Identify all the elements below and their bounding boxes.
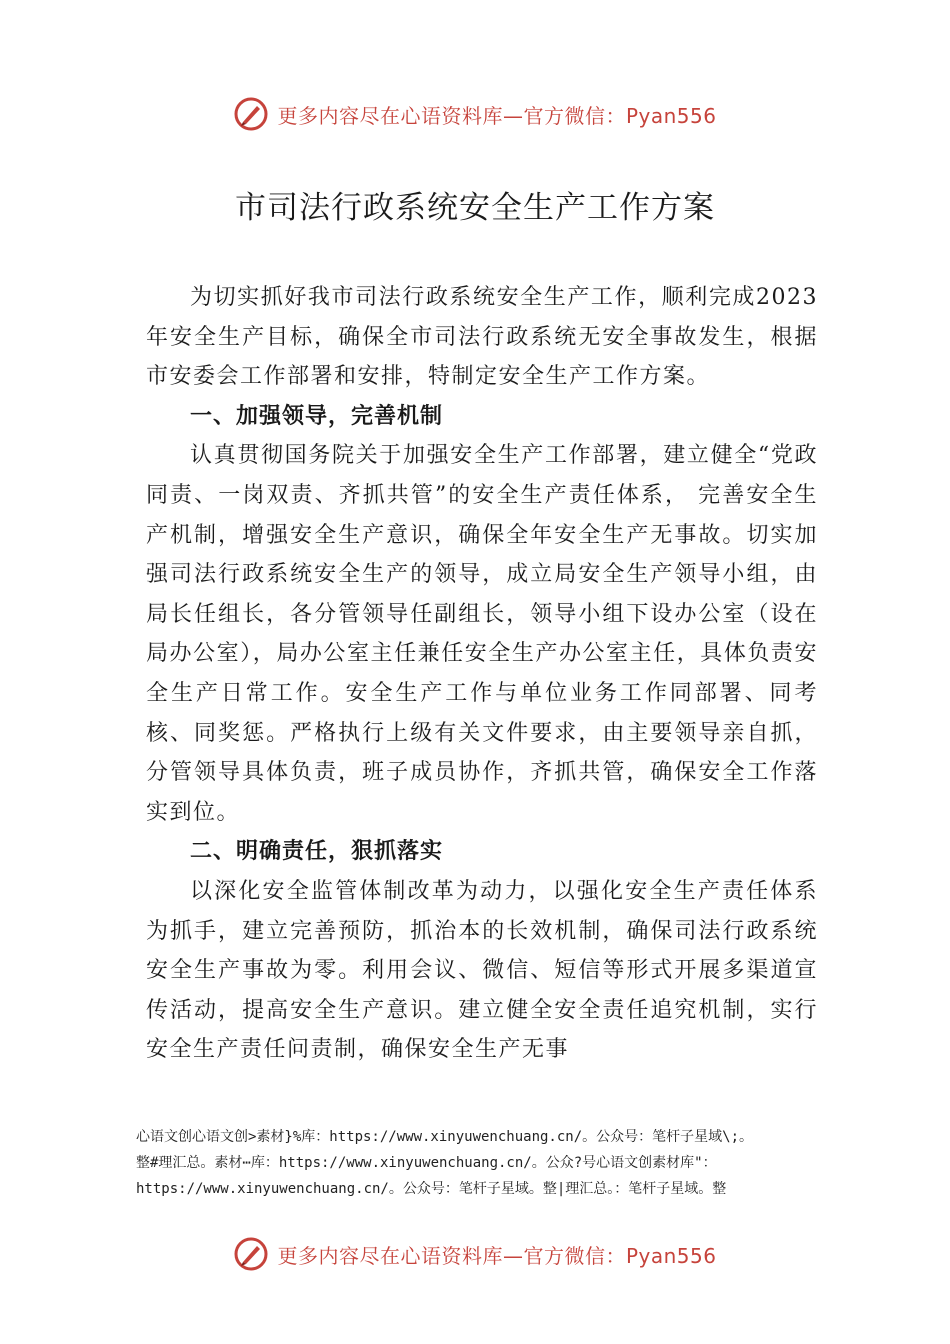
banner-text: 更多内容尽在心语资料库—官方微信：Pyan556: [277, 1243, 717, 1268]
section-heading-1: 一、加强领导，完善机制: [190, 403, 444, 429]
pen-logo-icon: [233, 96, 269, 132]
section-paragraph-1: 认真贯彻国务院关于加强安全生产工作部署，建立健全“党政同责、一岗双责、齐抓共管”的安全生产责任体系， 完善安全生产机制，增强安全生产意识，确保全年安全生产无事故。切实加强司法行政系统安全生产的领导，成立局安全生产领导小组，由局长任组长，各分管领导任副组长，领导小组下设办公室（设在局办公室），局办公室主任兼任安全生产办公室主任，具体负责安全生产日常工作。安全生产工作与单位业务工作同部署、同考核、同奖惩。严格执行上级有关文件要求，由主要领导亲自抓，分管领导具体负责，班子成员协作，齐抓共管，确保安全工作落实到位。: [146, 443, 818, 825]
watermark-line: 整#理汇总。素材⋯库：https://www.xinyuwenchuang.cn/。公众?号心语文创素材库"：: [136, 1155, 717, 1171]
section-paragraph-2: 以深化安全监管体制改革为动力，以强化安全生产责任体系为抓手，建立完善预防，抓治本的长效机制，确保司法行政系统安全生产事故为零。利用会议、微信、短信等形式开展多渠道宣传活动，提高安全生产意识。建立健全安全责任追究机制，实行安全生产责任问责制，确保安全生产无事: [146, 878, 818, 1063]
watermark-line: https://www.xinyuwenchuang.cn/。公众号：笔杆子星域。整|理汇总。：笔杆子星域。整: [136, 1181, 727, 1197]
document-title: 市司法行政系统安全生产工作方案: [235, 190, 715, 226]
footer-banner: [0, 1232, 950, 1276]
intro-paragraph: 为切实抓好我市司法行政系统安全生产工作，顺利完成2023年安全生产目标，确保全市司法行政系统无安全事故发生，根据市安委会工作部署和安排，特制定安全生产工作方案。: [146, 285, 818, 390]
pen-logo-icon: [233, 1236, 269, 1272]
document-body: [146, 278, 818, 1070]
header-banner: [0, 92, 950, 136]
watermark-line: 心语文创心语文创>素材}%库：https://www.xinyuwenchuang.cn/。公众号：笔杆子星域\;。: [136, 1129, 754, 1145]
watermark-notes: [136, 1124, 836, 1202]
banner-text: 更多内容尽在心语资料库—官方微信：Pyan556: [277, 103, 717, 128]
section-heading-2: 二、明确责任，狠抓落实: [190, 839, 444, 865]
